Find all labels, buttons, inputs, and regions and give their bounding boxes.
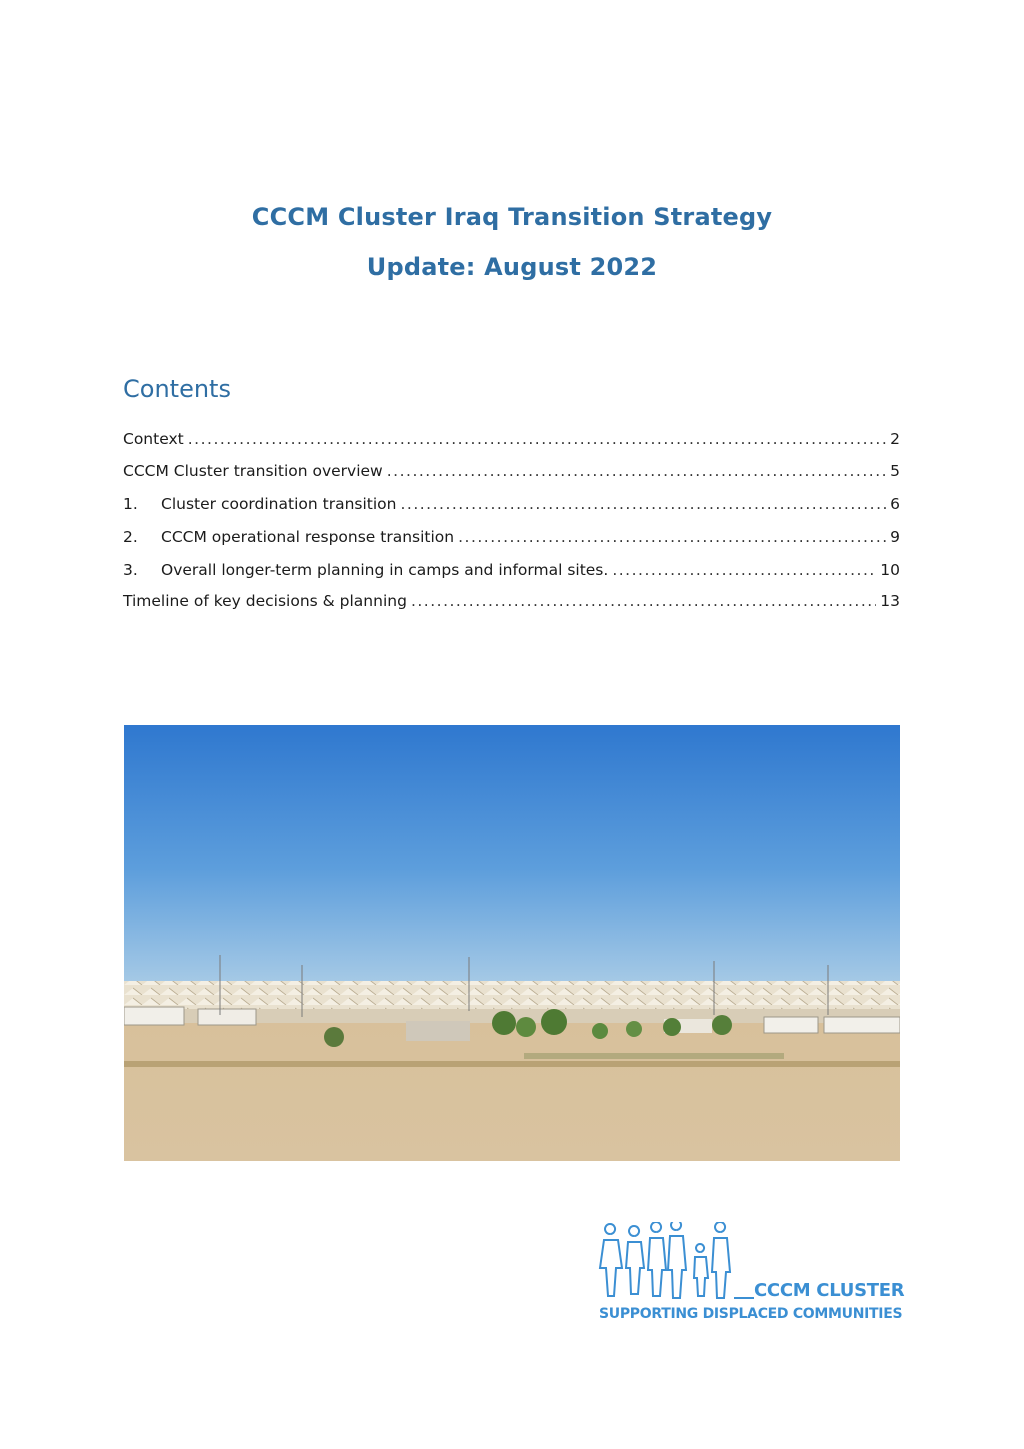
toc-page-number: 10 (880, 561, 900, 579)
toc-entry-timeline[interactable] (123, 592, 900, 616)
toc-page-number: 13 (880, 592, 900, 610)
toc-entry-longer-term-planning[interactable] (123, 561, 900, 585)
toc-page-number: 5 (890, 462, 900, 480)
toc-label: Timeline of key decisions & planning (123, 592, 407, 610)
toc-page-number: 2 (890, 430, 900, 448)
toc-page-number: 9 (890, 528, 900, 546)
document-title: CCCM Cluster Iraq Transition Strategy (251, 203, 773, 231)
toc-entry-operational-response[interactable] (123, 528, 900, 552)
logo-tagline: SUPPORTING DISPLACED COMMUNITIES (599, 1306, 903, 1322)
toc-leader (188, 430, 886, 448)
camp-photo (124, 725, 900, 1161)
toc-leader (411, 592, 876, 610)
toc-leader (400, 495, 886, 513)
people-silhouettes-icon (596, 1222, 756, 1304)
toc-number: 1. (123, 495, 138, 513)
toc-label: CCCM Cluster transition overview (123, 462, 383, 480)
photo-sky (124, 725, 900, 987)
toc-page-number: 6 (890, 495, 900, 513)
toc-entry-coordination-transition[interactable] (123, 495, 900, 519)
toc-label: CCCM operational response transition (161, 528, 455, 546)
cccm-cluster-logo (596, 1222, 906, 1326)
document-subtitle: Update: August 2022 (366, 253, 658, 281)
toc-number: 2. (123, 528, 138, 546)
toc-entry-context[interactable] (123, 430, 900, 454)
contents-heading: Contents (123, 375, 231, 403)
toc-number: 3. (123, 561, 138, 579)
toc-leader (612, 561, 876, 579)
toc-leader (387, 462, 886, 480)
toc-label: Context (123, 430, 184, 448)
toc-leader (458, 528, 886, 546)
toc-label: Overall longer-term planning in camps and informal sites. (161, 561, 609, 579)
logo-name: CCCM CLUSTER (754, 1280, 905, 1301)
toc-entry-transition-overview[interactable] (123, 462, 900, 486)
toc-label: Cluster coordination transition (161, 495, 397, 513)
